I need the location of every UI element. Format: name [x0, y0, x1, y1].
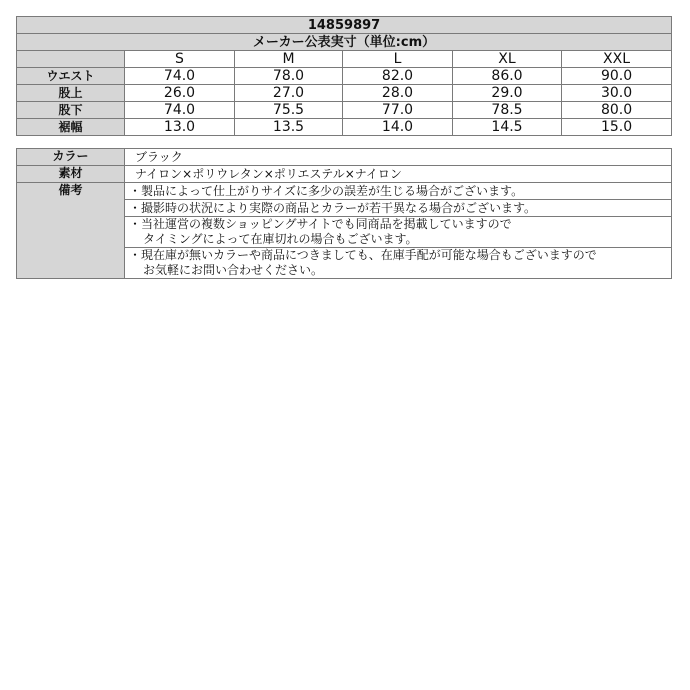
hem-width-l: 14.0 — [343, 119, 453, 136]
row-label-rise: 股上 — [17, 85, 125, 102]
size-header-xl: XL — [453, 51, 562, 68]
inseam-s: 74.0 — [125, 102, 235, 119]
size-header-xxl: XXL — [562, 51, 672, 68]
size-chart-table — [16, 16, 672, 136]
inseam-m: 75.5 — [235, 102, 343, 119]
size-chart-caption: メーカー公表実寸（単位:cm） — [17, 34, 672, 51]
inseam-xxl: 80.0 — [562, 102, 672, 119]
row-label-hem-width: 裾幅 — [17, 119, 125, 136]
rise-xxl: 30.0 — [562, 85, 672, 102]
size-header-s: S — [125, 51, 235, 68]
size-header-corner — [17, 51, 125, 68]
color-label: カラー — [17, 149, 125, 166]
waist-l: 82.0 — [343, 68, 453, 85]
waist-s: 74.0 — [125, 68, 235, 85]
note-text: ・撮影時の状況により実際の商品とカラーが若干異なる場合がございます。 — [129, 200, 537, 215]
waist-xl: 86.0 — [453, 68, 562, 85]
color-row — [17, 149, 672, 166]
waist-row — [17, 68, 672, 85]
rise-xl: 29.0 — [453, 85, 562, 102]
row-label-waist: ウエスト — [17, 68, 125, 85]
inseam-row — [17, 102, 672, 119]
material-label: 素材 — [17, 166, 125, 183]
note-item — [125, 248, 672, 279]
waist-xxl: 90.0 — [562, 68, 672, 85]
product-code: 14859897 — [17, 17, 672, 34]
size-header-l: L — [343, 51, 453, 68]
inseam-xl: 78.5 — [453, 102, 562, 119]
note-text: ・現在庫が無いカラーや商品につきましても、在庫手配が可能な場合もございますので — [129, 248, 597, 262]
hem-width-row — [17, 119, 672, 136]
notes-label: 備考 — [17, 183, 125, 279]
hem-width-s: 13.0 — [125, 119, 235, 136]
note-text-continued: タイミングによって在庫切れの場合もございます。 — [143, 232, 418, 246]
rise-m: 27.0 — [235, 85, 343, 102]
waist-m: 78.0 — [235, 68, 343, 85]
size-header-m: M — [235, 51, 343, 68]
hem-width-m: 13.5 — [235, 119, 343, 136]
material-row — [17, 166, 672, 183]
hem-width-xxl: 15.0 — [562, 119, 672, 136]
hem-width-xl: 14.5 — [453, 119, 562, 136]
notes-row-1 — [17, 183, 672, 200]
row-label-inseam: 股下 — [17, 102, 125, 119]
material-value: ナイロン×ポリウレタン×ポリエステル×ナイロン — [125, 166, 672, 183]
note-item — [125, 217, 672, 248]
note-text: ・製品によって仕上がりサイズに多少の誤差が生じる場合がございます。 — [129, 183, 524, 198]
size-header-row — [17, 51, 672, 68]
note-item — [125, 200, 672, 217]
note-text-continued: お気軽にお問い合わせください。 — [143, 263, 324, 277]
note-text: ・当社運営の複数ショッピングサイトでも同商品を掲載していますので — [129, 217, 512, 231]
color-value: ブラック — [125, 149, 672, 166]
rise-l: 28.0 — [343, 85, 453, 102]
rise-s: 26.0 — [125, 85, 235, 102]
inseam-l: 77.0 — [343, 102, 453, 119]
rise-row — [17, 85, 672, 102]
product-spec-table — [16, 148, 672, 279]
note-item — [125, 183, 672, 200]
